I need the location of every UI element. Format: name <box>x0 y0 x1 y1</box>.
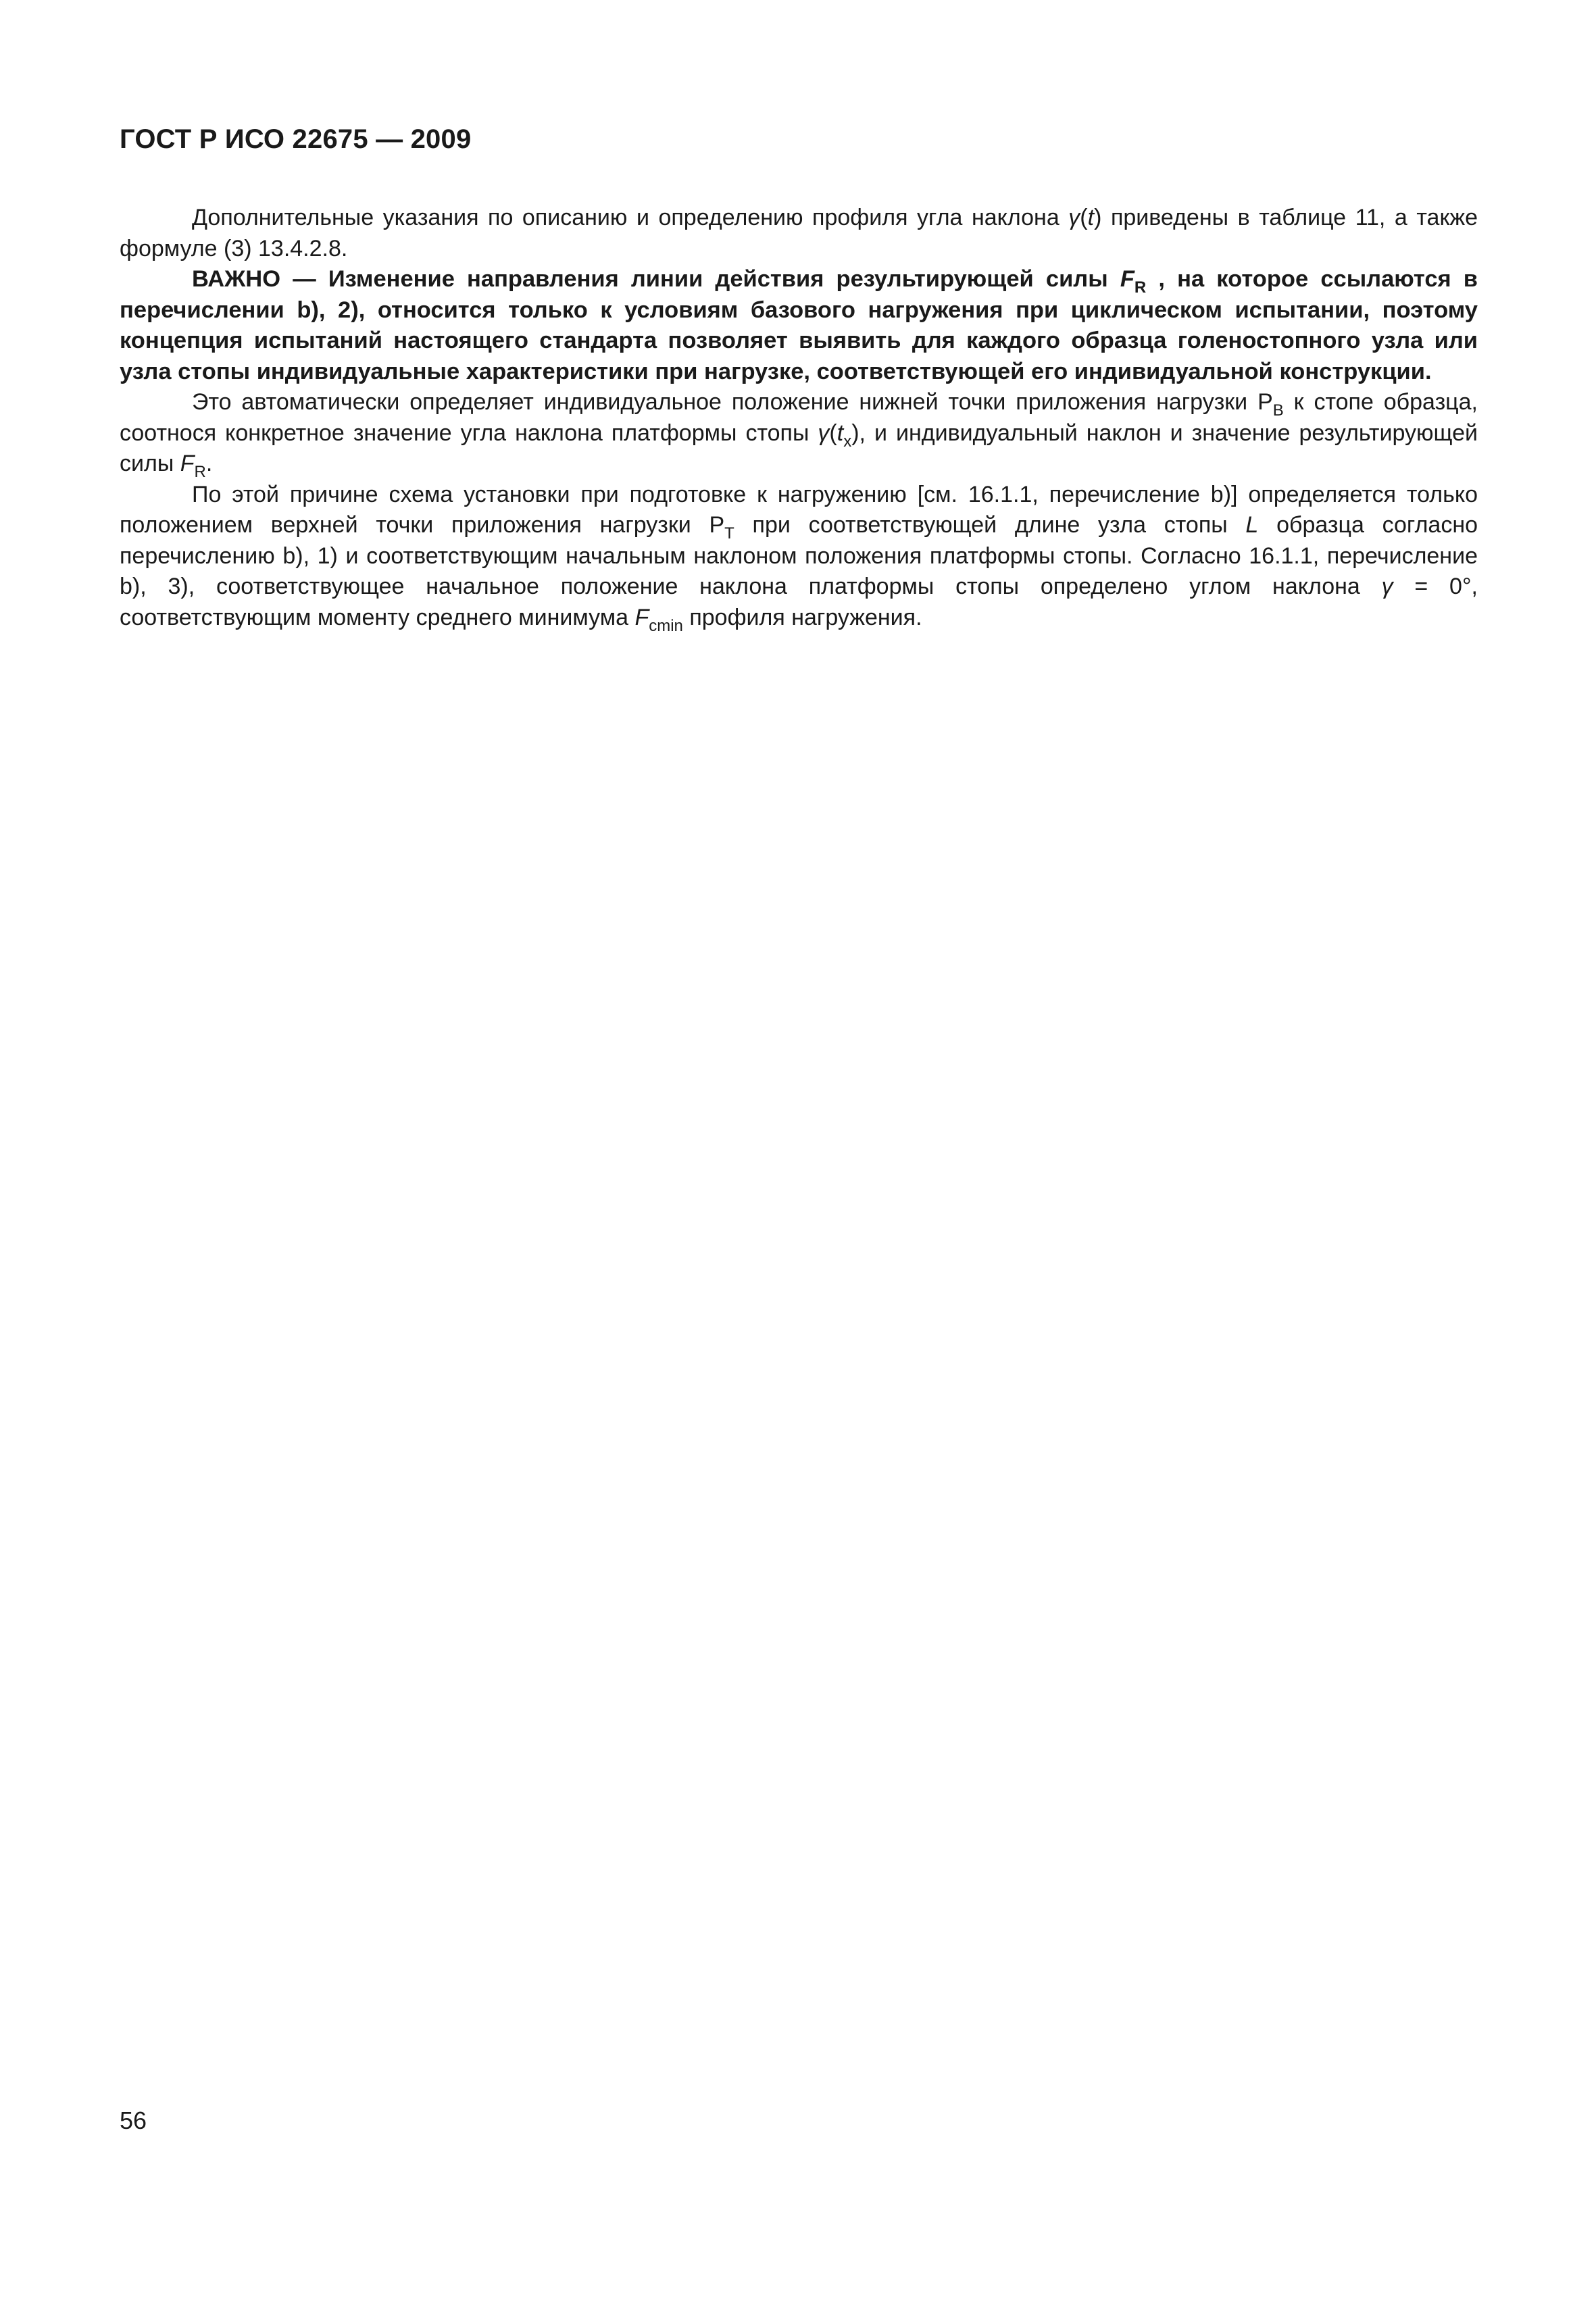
gamma-symbol: γ <box>1381 574 1393 599</box>
paragraph-angle-profile: Дополнительные указания по описанию и определению профиля угла наклона γ(t) приведены в таблице 11, а также формуле (3) 13.4.2.8. <box>120 205 1478 261</box>
gamma-symbol: γ <box>1068 205 1080 230</box>
gamma-symbol: γ <box>818 420 830 446</box>
paragraph-setup-scheme: По этой причине схема установки при подготовке к нагружению [см. 16.1.1, перечисление b)] определяется только положением верхней точки приложения нагрузки $P_T$ при соответствующей длине узла стопы L образца согласно перечислению b), 1) и соответствующим начальным наклоном положения платформы стопы. Согласно 16.1.1, перечисление b), 3), соответствующее начальное положение наклона платформы стопы определено углом наклона γ = 0°, соответствующим моменту среднего минимума $F_{cmin}$ профиля нагружения. <box>120 481 1478 635</box>
force-symbol: F <box>180 451 195 476</box>
document-header: ГОСТ Р ИСО 22675 — 2009 <box>120 124 472 154</box>
length-symbol: L <box>1245 512 1259 538</box>
paragraph-lower-load-point: Это автоматически определяет индивидуальное положение нижней точки приложения нагрузки $P_B$ к стопе образца, соотнося конкретное значение угла наклона платформы стопы $\gamma(t_x)$, и индивидуальный наклон и значение результирующей силы $F_R$. <box>120 389 1478 481</box>
document-body <box>120 203 1478 633</box>
force-symbol: F <box>634 604 649 630</box>
page-number: 56 <box>120 2107 147 2134</box>
force-symbol: F <box>1120 266 1134 292</box>
paragraph-important-note: ВАЖНО — Изменение направления линии действия результирующей силы $F_R$ , на которое ссылаются в перечислении b), 2), относится только к условиям базового нагружения при циклическом испытании, поэтому концепция испытаний настоящего стандарта позволяет выявить для каждого образца голеностопного узла или узла стопы индивидуальные характеристики при нагрузке, соответствующей его индивидуальной конструкции. <box>120 266 1478 384</box>
